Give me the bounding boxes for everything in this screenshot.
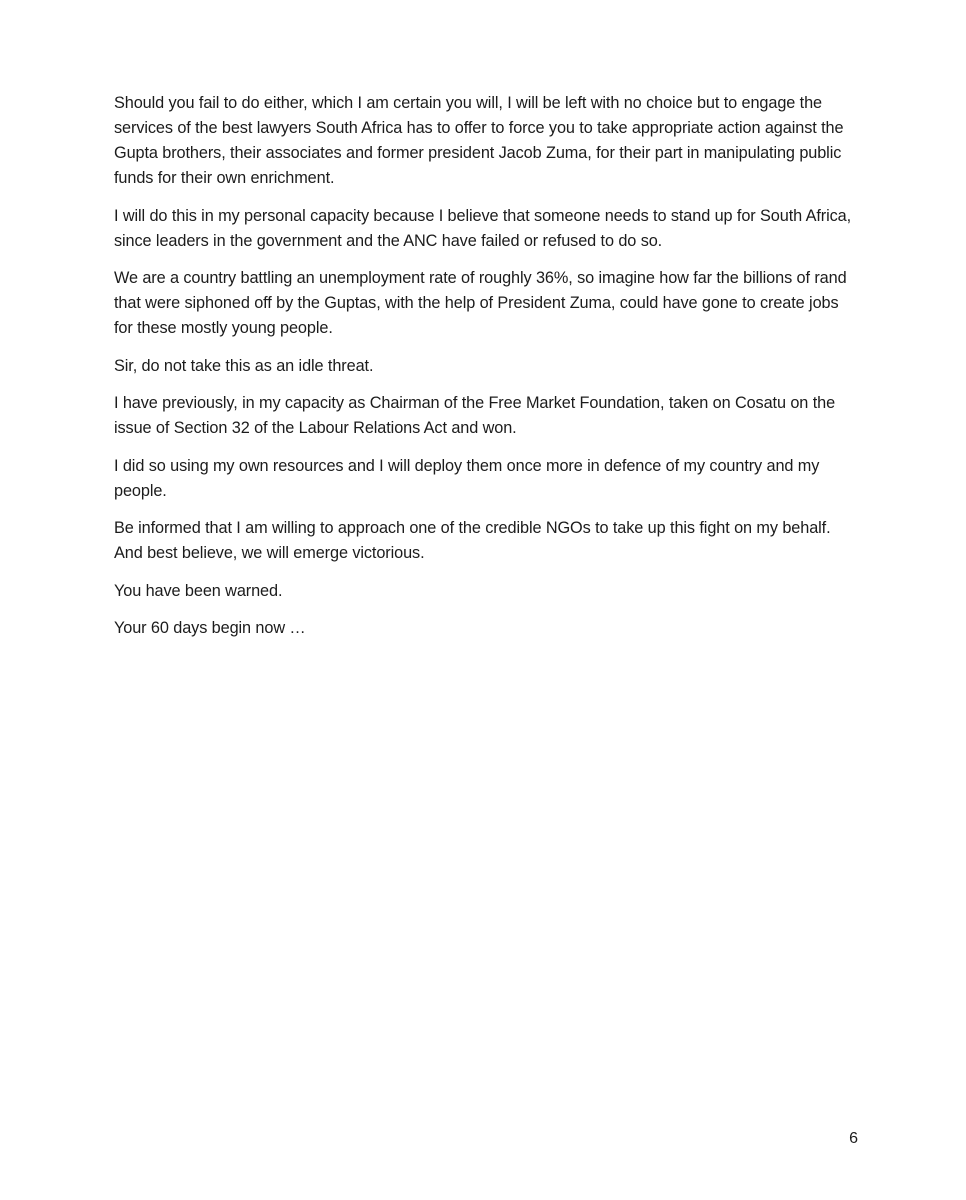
paragraph-idle-threat: Sir, do not take this as an idle threat.: [114, 356, 374, 375]
paragraph-ngo-approach: Be informed that I am willing to approach one of the credible NGOs to take up this fight on my behalf. And best believe, we will emerge victorious.: [114, 519, 831, 562]
paragraph-sixty-days: Your 60 days begin now …: [114, 619, 306, 637]
paragraph-personal-capacity: I will do this in my personal capacity because I believe that someone needs to stand up for South Africa, since leaders in the government and the ANC have failed or refused to do so.: [114, 206, 852, 250]
paragraph-fail-to-act: Should you fail to do either, which I am certain you will, I will be left with no choice but to engage the services of the best lawyers South Africa has to offer to force you to take appropriate action against the Gupta brothers, their associates and former president Jacob Zuma, for their part in manipulating public funds for their own enrichment.: [114, 94, 844, 187]
paragraph-own-resources: I did so using my own resources and I will deploy them once more in defence of my country and my people.: [114, 456, 820, 500]
paragraph-warned: You have been warned.: [114, 581, 283, 600]
page-number: 6: [849, 1130, 858, 1147]
letter-body: [114, 91, 858, 654]
paragraph-previous-action: I have previously, in my capacity as Chairman of the Free Market Foundation, taken on Cosatu on the issue of Section 32 of the Labour Relations Act and won.: [114, 394, 836, 437]
paragraph-unemployment: We are a country battling an unemployment rate of roughly 36%, so imagine how far the billions of rand that were siphoned off by the Guptas, with the help of President Zuma, could have gone to create jobs for these mostly young people.: [114, 269, 847, 337]
